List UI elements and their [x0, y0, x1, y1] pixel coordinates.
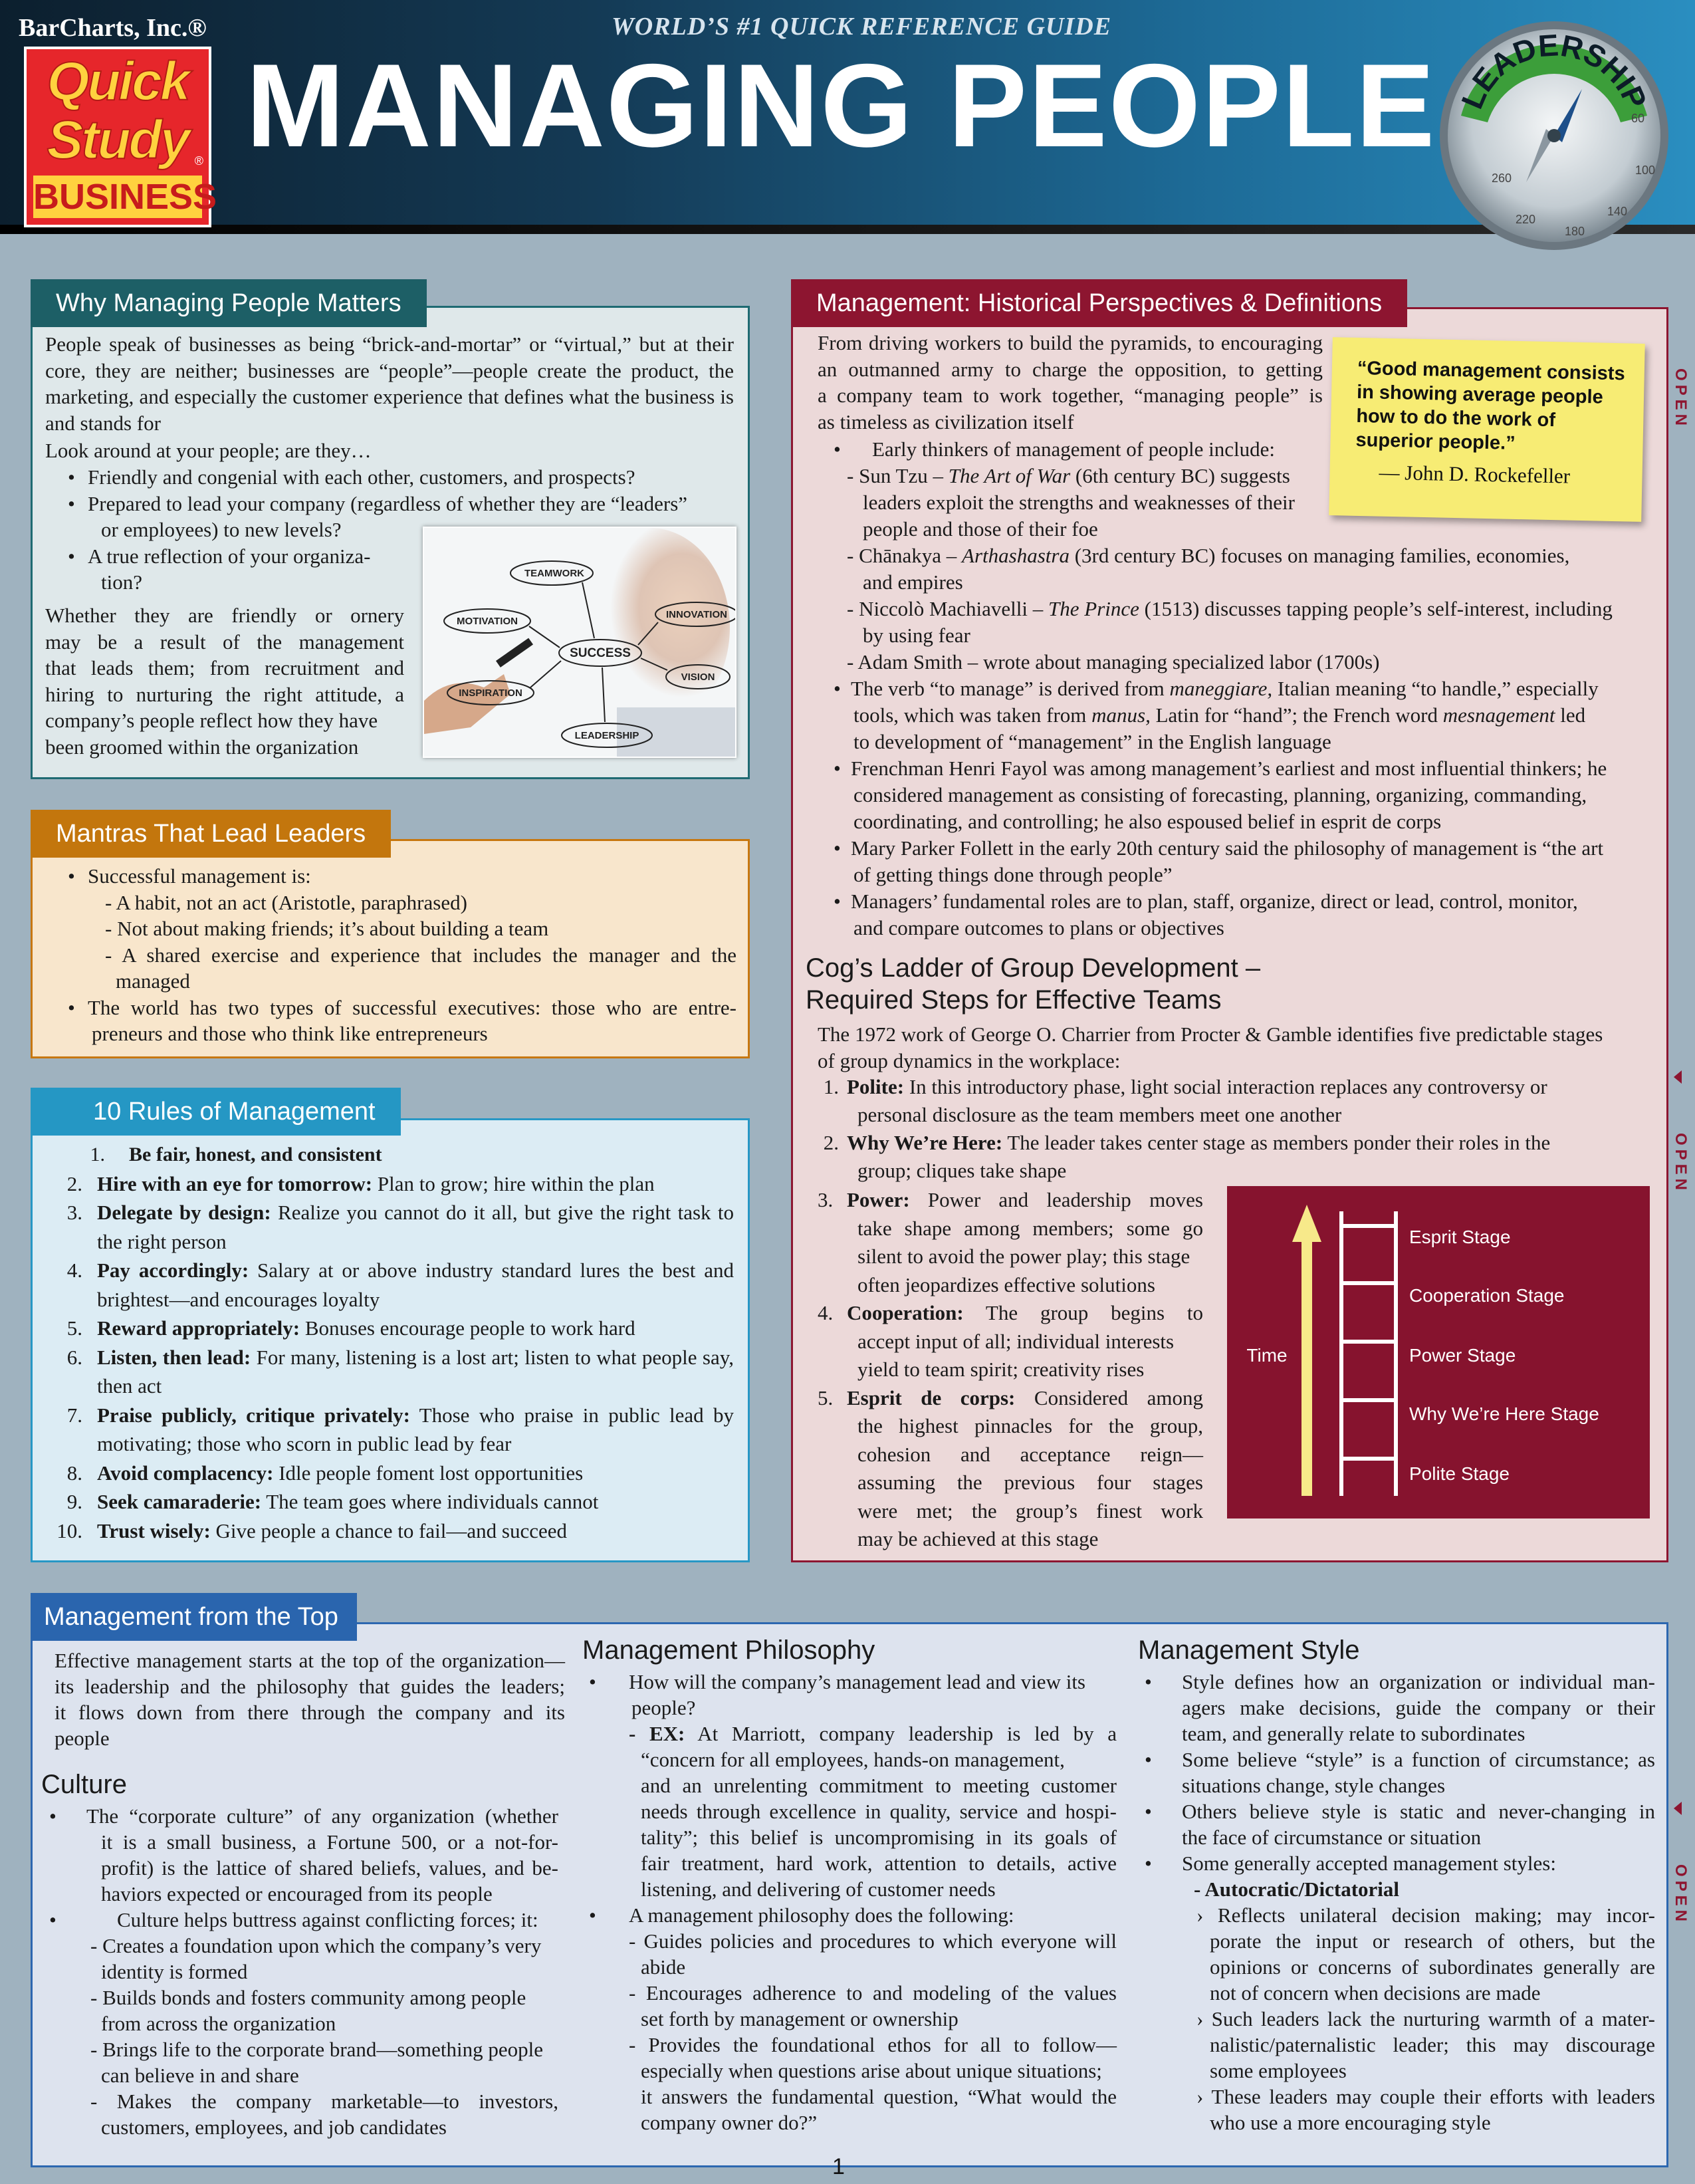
text-line: as timeless as civilization itself — [818, 410, 1074, 433]
cog-title-line1: Cog’s Ladder of Group Development – — [806, 953, 1261, 983]
sub-item-cont: leaders exploit the strengths and weaknesses of their — [863, 491, 1295, 514]
philosophy-title: Management Philosophy — [582, 1636, 875, 1665]
text-line: been groomed within the organization — [45, 735, 359, 759]
sub-item: - Sun Tzu – The Art of War (6th century BC) suggests — [847, 464, 1290, 487]
list-item-cont: to development of “management” in the English language — [853, 730, 1331, 753]
list-item: • Frenchman Henri Fayol was among management’s earliest and most influential thinkers; he — [830, 755, 1654, 782]
text-line: may be a result of the management — [45, 630, 404, 654]
list-item-cont: team, and generally relate to subordinates — [1182, 1722, 1526, 1745]
style-list — [1141, 1669, 1655, 2135]
sub-item: - EX: At Marriott, company leadership is led by a — [629, 1722, 1117, 1745]
rule-description: For many, listening is a lost art; listen to what people say, then act — [97, 1345, 734, 1397]
list-item: • Others believe style is static and never-changing in — [1141, 1798, 1655, 1824]
list-item: • A true reflection of your organiza- — [45, 543, 734, 570]
why-intro: People speak of businesses as being “brick-and-mortar” or “virtual,” but at their core, they are neither; businesses are “people”—people create the product, the marketing, and especially the customer experience that defines what the business is and stands for — [45, 332, 734, 435]
person-face-blur — [570, 528, 730, 727]
rule-item — [31, 1140, 734, 1169]
list-item-cont: preneurs and those who think like entrepreneurs — [92, 1022, 488, 1045]
logo-line-quick: Quick — [47, 51, 189, 112]
text-line: Whether they are friendly or ornery — [45, 604, 404, 627]
rule-title: Hire with an eye for tomorrow: — [97, 1171, 373, 1195]
stage-item-cont: the highest pinnacles for the group, — [857, 1414, 1203, 1437]
rule-description: Give people a chance to fail—and succeed — [210, 1518, 567, 1542]
sub-item-cont: set forth by management or ownership — [641, 2007, 959, 2030]
list-item-cont: profit) is the lattice of shared beliefs, values, and be- — [101, 1856, 558, 1880]
stage-item: 4. Cooperation: The group begins to — [818, 1301, 1203, 1324]
list-item: • Prepared to lead your company (regardless of whether they are “leaders” — [45, 491, 734, 517]
sub-item: - Chānakya – Arthashastra (3rd century BC) focuses on managing families, economies, — [847, 544, 1570, 567]
rule-number: 8. — [66, 1461, 82, 1485]
ladder-stage-label: Polite Stage — [1409, 1463, 1510, 1484]
stage-item-cont: group; cliques take shape — [857, 1159, 1067, 1182]
quote-author: — John D. Rockefeller — [1379, 460, 1571, 488]
stage-item-cont: assuming the previous four stages — [857, 1471, 1203, 1494]
why-heading: Why Managing People Matters — [31, 279, 427, 327]
list-item: • Managers’ fundamental roles are to plan, staff, organize, direct or lead, control, monitor, — [830, 888, 1654, 915]
philosophy-list — [585, 1669, 1117, 2135]
sub-item: - Brings life to the corporate brand—something people — [90, 2038, 543, 2061]
quickstudy-logo — [24, 47, 217, 227]
text-line: Effective management starts at the top of the organization— — [55, 1649, 565, 1672]
rule-number: 3. — [66, 1201, 82, 1224]
compass-tick-label: 180 — [1565, 225, 1585, 238]
time-axis-label: Time — [1246, 1345, 1288, 1366]
mantras-heading: Mantras That Lead Leaders — [31, 810, 391, 858]
rule-item — [31, 1256, 734, 1314]
ladder-stage-label: Esprit Stage — [1409, 1227, 1511, 1247]
ladder-stage-label: Why We’re Here Stage — [1409, 1403, 1599, 1424]
rule-number: 9. — [66, 1490, 82, 1513]
logo-registered-mark: ® — [194, 154, 203, 168]
logo-subject-business: BUSINESS — [33, 177, 217, 217]
text-line: that leads them; from recruitment and — [45, 656, 404, 679]
diagram-word: INNOVATION — [666, 609, 727, 620]
rule-item — [31, 1314, 734, 1343]
stage-item-cont: may be achieved at this stage — [857, 1527, 1099, 1550]
open-tab[interactable]: OPEN — [1670, 1828, 1690, 1961]
sub-item-cont: who use a more encouraging style — [1210, 2111, 1491, 2134]
ladder-stage-label: Cooperation Stage — [1409, 1285, 1565, 1306]
rule-description: Those who praise in public lead by motivating; those who scorn in public lead by fear — [97, 1403, 734, 1455]
list-item: • Culture helps buttress against conflicting forces; it: — [45, 1907, 558, 1933]
sub-item-cont: company owner do?” — [641, 2111, 818, 2134]
sub-item: - Guides policies and procedures to which everyone will — [629, 1929, 1117, 1953]
list-item: • Some generally accepted management styles: — [1141, 1850, 1655, 1876]
rule-description: Plan to grow; hire within the plan — [372, 1171, 655, 1195]
compass-tick-label: 260 — [1492, 172, 1512, 185]
text-line: of group dynamics in the workplace: — [818, 1048, 1121, 1072]
compass-tick-label: 60 — [1631, 112, 1645, 125]
rule-number: 6. — [66, 1345, 82, 1369]
sub-item-cont: “concern for all employees, hands-on management, — [641, 1748, 1065, 1771]
list-item: • Some believe “style” is a function of circumstance; as — [1141, 1747, 1655, 1772]
list-item-cont: coordinating, and controlling; he also espoused belief in esprit de corps — [853, 810, 1442, 833]
sub-item-cont: customers, employees, and job candidates — [101, 2116, 447, 2139]
top-intro — [55, 1647, 565, 1751]
sub-item-cont: abide — [641, 1955, 686, 1979]
sub-item: - Provides the foundational ethos for all to follow— — [629, 2033, 1117, 2056]
sub-item: › These leaders may couple their efforts with leaders — [1196, 2085, 1655, 2108]
sub-item-cont: listening, and delivering of customer needs — [641, 1878, 996, 1901]
list-item-cont: the face of circumstance or situation — [1182, 1826, 1482, 1849]
sub-item: - Not about making friends; it’s about building a team — [105, 917, 549, 940]
rule-title: Pay accordingly: — [97, 1259, 249, 1282]
stage-item-cont: cohesion and acceptance reign— — [857, 1442, 1203, 1466]
list-item: • How will the company’s management lead and view its — [585, 1669, 1117, 1695]
culture-title: Culture — [41, 1770, 127, 1799]
rockefeller-quote-note — [1329, 337, 1645, 522]
text-line: hiring to nurturing the right attitude, a — [45, 682, 404, 706]
diagram-word: VISION — [681, 671, 715, 683]
stage-item: 1. Polite: In this introductory phase, light social interaction replaces any controversy or — [823, 1075, 1547, 1098]
why-lead: Look around at your people; are they… — [45, 439, 372, 462]
diagram-word: MOTIVATION — [457, 616, 518, 627]
sub-item: - Builds bonds and fosters community among people — [90, 1986, 526, 2009]
rule-number: 10. — [56, 1518, 82, 1542]
rule-description: Realize you cannot do it all, but give the right task to the right person — [97, 1201, 734, 1253]
sub-item-cont: managed — [116, 969, 190, 993]
rule-item — [31, 1517, 734, 1546]
sub-item-cont: opinions or concerns of subordinates generally are — [1210, 1955, 1655, 1979]
sub-item-cont: people and those of their foe — [863, 517, 1098, 541]
stage-item-cont: accept input of all; individual interests — [857, 1329, 1175, 1353]
rule-number: 1. — [90, 1144, 105, 1165]
open-tab[interactable]: OPEN — [1670, 332, 1690, 465]
rule-item — [31, 1487, 734, 1517]
sub-item: - Niccolò Machiavelli – The Prince (1513) discusses tapping people’s self-interest, including — [847, 597, 1613, 620]
list-item-cont: considered management as consisting of forecasting, planning, organizing, commanding, — [853, 783, 1587, 806]
list-item: • Successful management is: — [45, 863, 736, 890]
sub-item: › Such leaders lack the nurturing warmth of a mater- — [1196, 2007, 1655, 2030]
style-subheading: - Autocratic/Dictatorial — [1194, 1878, 1400, 1901]
list-item-cont: situations change, style changes — [1182, 1774, 1446, 1797]
list-item-cont: of getting things done through people” — [853, 863, 1173, 886]
cog-title-line2: Required Steps for Effective Teams — [806, 985, 1222, 1015]
rule-title: Trust wisely: — [97, 1518, 211, 1542]
text-line: The 1972 work of George O. Charrier from Procter & Gamble identifies five predictable stages — [818, 1023, 1603, 1046]
stage-item-cont: yield to team spirit; creativity rises — [857, 1358, 1145, 1381]
sub-item: › Reflects unilateral decision making; may incor- — [1196, 1903, 1655, 1927]
cog-intro — [818, 1021, 1656, 1074]
open-tab[interactable]: OPEN — [1670, 1097, 1690, 1230]
stage-item: 3. Power: Power and leadership moves — [818, 1188, 1203, 1211]
compass-tick-label: 140 — [1607, 205, 1628, 218]
culture-list — [45, 1803, 558, 2140]
rule-title: Listen, then lead: — [97, 1345, 251, 1369]
logo-line-study: Study — [47, 110, 189, 170]
sub-item: - Encourages adherence to and modeling of the values — [629, 1981, 1117, 2004]
stage-item-cont: silent to avoid the power play; this stage — [857, 1245, 1190, 1268]
rules-heading: 10 Rules of Management — [31, 1088, 401, 1136]
open-tab-arrow-icon — [1674, 1802, 1682, 1815]
list-item: • The verb “to manage” is derived from maneggiare, Italian meaning “to handle,” especially — [830, 675, 1654, 702]
sub-item-cont: can believe in and share — [101, 2064, 299, 2087]
stage-item-cont: take shape among members; some go — [857, 1216, 1203, 1240]
publisher-brand: BarCharts, Inc.® — [19, 14, 207, 42]
cog-stages-narrow — [818, 1186, 1203, 1554]
stage-item-cont: were met; the group’s finest work — [857, 1499, 1203, 1522]
stage-item-cont: often jeopardizes effective solutions — [857, 1273, 1155, 1296]
list-item-cont: haviors expected or encouraged from its people — [101, 1882, 493, 1905]
rule-number: 2. — [66, 1171, 82, 1195]
rule-item — [31, 1459, 734, 1488]
style-title: Management Style — [1138, 1636, 1360, 1665]
rule-title: Avoid complacency: — [97, 1461, 274, 1485]
text-line: From driving workers to build the pyramids, to encouraging — [818, 331, 1323, 354]
cog-stages-full — [818, 1073, 1656, 1185]
rule-description: Salary at or above industry standard lures the best and brightest—and encourages loyalty — [97, 1259, 734, 1311]
rule-description: The team goes where individuals cannot — [261, 1490, 599, 1513]
page-number: 1 — [832, 2154, 845, 2179]
rules-list — [31, 1140, 734, 1545]
list-item: • Style defines how an organization or individual man- — [1141, 1669, 1655, 1695]
list-item: • Early thinkers of management of people include: — [830, 436, 1654, 463]
stage-item: 5. Esprit de corps: Considered among — [818, 1386, 1203, 1409]
history-heading: Management: Historical Perspectives & Definitions — [791, 279, 1407, 327]
sub-item-cont: by using fear — [863, 624, 970, 647]
list-item: • The world has two types of successful executives: those who are entre- — [45, 995, 736, 1021]
why-closing — [45, 602, 404, 760]
top-heading: Management from the Top — [31, 1593, 357, 1641]
sub-item-cont: fair treatment, hard work, attention to details, active — [641, 1852, 1117, 1875]
sub-item-cont: needs through excellence in quality, service and hospi- — [641, 1800, 1117, 1823]
compass-tick-label: 220 — [1516, 213, 1536, 226]
list-item: • Friendly and congenial with each other, customers, and prospects? — [45, 464, 734, 491]
list-item-cont: people? — [631, 1696, 696, 1719]
sub-item: - A habit, not an act (Aristotle, paraphrased) — [105, 890, 467, 914]
sub-item-cont: and empires — [863, 570, 963, 594]
diagram-word: LEADERSHIP — [574, 730, 639, 741]
sub-item: - A shared exercise and experience that includes the manager and the — [105, 943, 736, 967]
rule-description: Idle people foment lost opportunities — [273, 1461, 584, 1485]
text-line: a company team to work together, “managing people” is — [818, 384, 1323, 407]
text-line: an outmanned army to charge the opposition, to getting — [818, 357, 1323, 381]
rule-number: 7. — [66, 1403, 82, 1427]
list-item-cont: and compare outcomes to plans or objectives — [853, 916, 1224, 939]
tagline: WORLD’S #1 QUICK REFERENCE GUIDE — [612, 13, 1112, 41]
rule-item — [31, 1198, 734, 1256]
rule-item — [31, 1401, 734, 1459]
rule-title: Praise publicly, critique privately: — [97, 1403, 410, 1427]
rule-title: Reward appropriately: — [97, 1316, 300, 1340]
sub-item-cont: it answers the fundamental question, “What would the — [641, 2085, 1117, 2108]
sub-item-cont: identity is formed — [101, 1960, 248, 1983]
diagram-word: INSPIRATION — [459, 687, 522, 699]
list-item-cont: tion? — [101, 570, 142, 594]
text-line: people — [55, 1727, 110, 1750]
leadership-compass-icon — [1428, 16, 1680, 269]
rule-title: Seek camaraderie: — [97, 1490, 262, 1513]
stage-item-cont: personal disclosure as the team members meet one another — [857, 1103, 1342, 1126]
diagram-word: TEAMWORK — [524, 568, 584, 579]
compass-pivot — [1547, 129, 1561, 142]
text-line: company’s people reflect how they have — [45, 709, 378, 732]
text-line: its leadership and the philosophy that guides the leaders; — [55, 1675, 565, 1698]
sub-item: - Creates a foundation upon which the company’s very — [90, 1934, 542, 1957]
ladder-stage-label: Power Stage — [1409, 1345, 1516, 1366]
stage-item: 2. Why We’re Here: The leader takes center stage as members ponder their roles in the — [823, 1131, 1551, 1154]
history-intro — [818, 330, 1323, 435]
open-tab-arrow-icon — [1674, 1070, 1682, 1084]
list-item-cont: or employees) to new levels? — [101, 518, 342, 541]
mantras-list — [45, 863, 736, 1047]
sub-item-cont: tality”; this belief is uncompromising in its goals of — [641, 1826, 1117, 1849]
rule-item — [31, 1343, 734, 1401]
success-diagram-photo — [423, 527, 736, 758]
sub-item: - Makes the company marketable—to investors, — [90, 2090, 558, 2113]
sub-item-cont: porate the input or research of others, but the — [1210, 1929, 1655, 1953]
list-item: • Mary Parker Follett in the early 20th century said the philosophy of management is “the art — [830, 835, 1654, 862]
rule-item — [31, 1169, 734, 1199]
rule-title: Be fair, honest, and consistent — [129, 1144, 382, 1165]
sub-item-cont: some employees — [1210, 2059, 1347, 2082]
rule-description: Bonuses encourage people to work hard — [300, 1316, 635, 1340]
sub-item-cont: not of concern when decisions are made — [1210, 1981, 1541, 2004]
page-title: MANAGING PEOPLE — [246, 39, 1436, 172]
text-line: it flows down from there through the company and its — [55, 1701, 565, 1724]
cogs-ladder-diagram — [1227, 1186, 1650, 1518]
rule-number: 5. — [66, 1316, 82, 1340]
list-item: • The “corporate culture” of any organization (whether — [45, 1803, 558, 1829]
sub-item-cont: nalistic/paternalistic leader; this may discourage — [1210, 2033, 1655, 2056]
list-item-cont: tools, which was taken from manus, Latin for “hand”; the French word mesnagement led — [853, 703, 1586, 727]
list-item-cont: agers make decisions, guide the company or their — [1182, 1696, 1655, 1719]
list-item: • A management philosophy does the following: — [585, 1902, 1117, 1928]
sub-item-cont: from across the organization — [101, 2012, 336, 2035]
sub-item-cont: especially when questions arise about unique situations; — [641, 2059, 1102, 2082]
list-item-cont: it is a small business, a Fortune 500, or a not-for- — [101, 1830, 558, 1854]
rule-number: 4. — [66, 1259, 82, 1282]
diagram-word: SUCCESS — [570, 646, 631, 660]
rule-title: Delegate by design: — [97, 1201, 271, 1224]
compass-word: LEADERSHIP — [1454, 27, 1654, 114]
compass-tick-label: 100 — [1635, 164, 1656, 177]
quote-text: “Good management consists in showing average people how to do the work of superior people.” — [1355, 357, 1625, 454]
sub-item-cont: and an unrelenting commitment to meeting customer — [641, 1774, 1117, 1797]
sub-item: - Adam Smith – wrote about managing specialized labor (1700s) — [847, 650, 1380, 673]
